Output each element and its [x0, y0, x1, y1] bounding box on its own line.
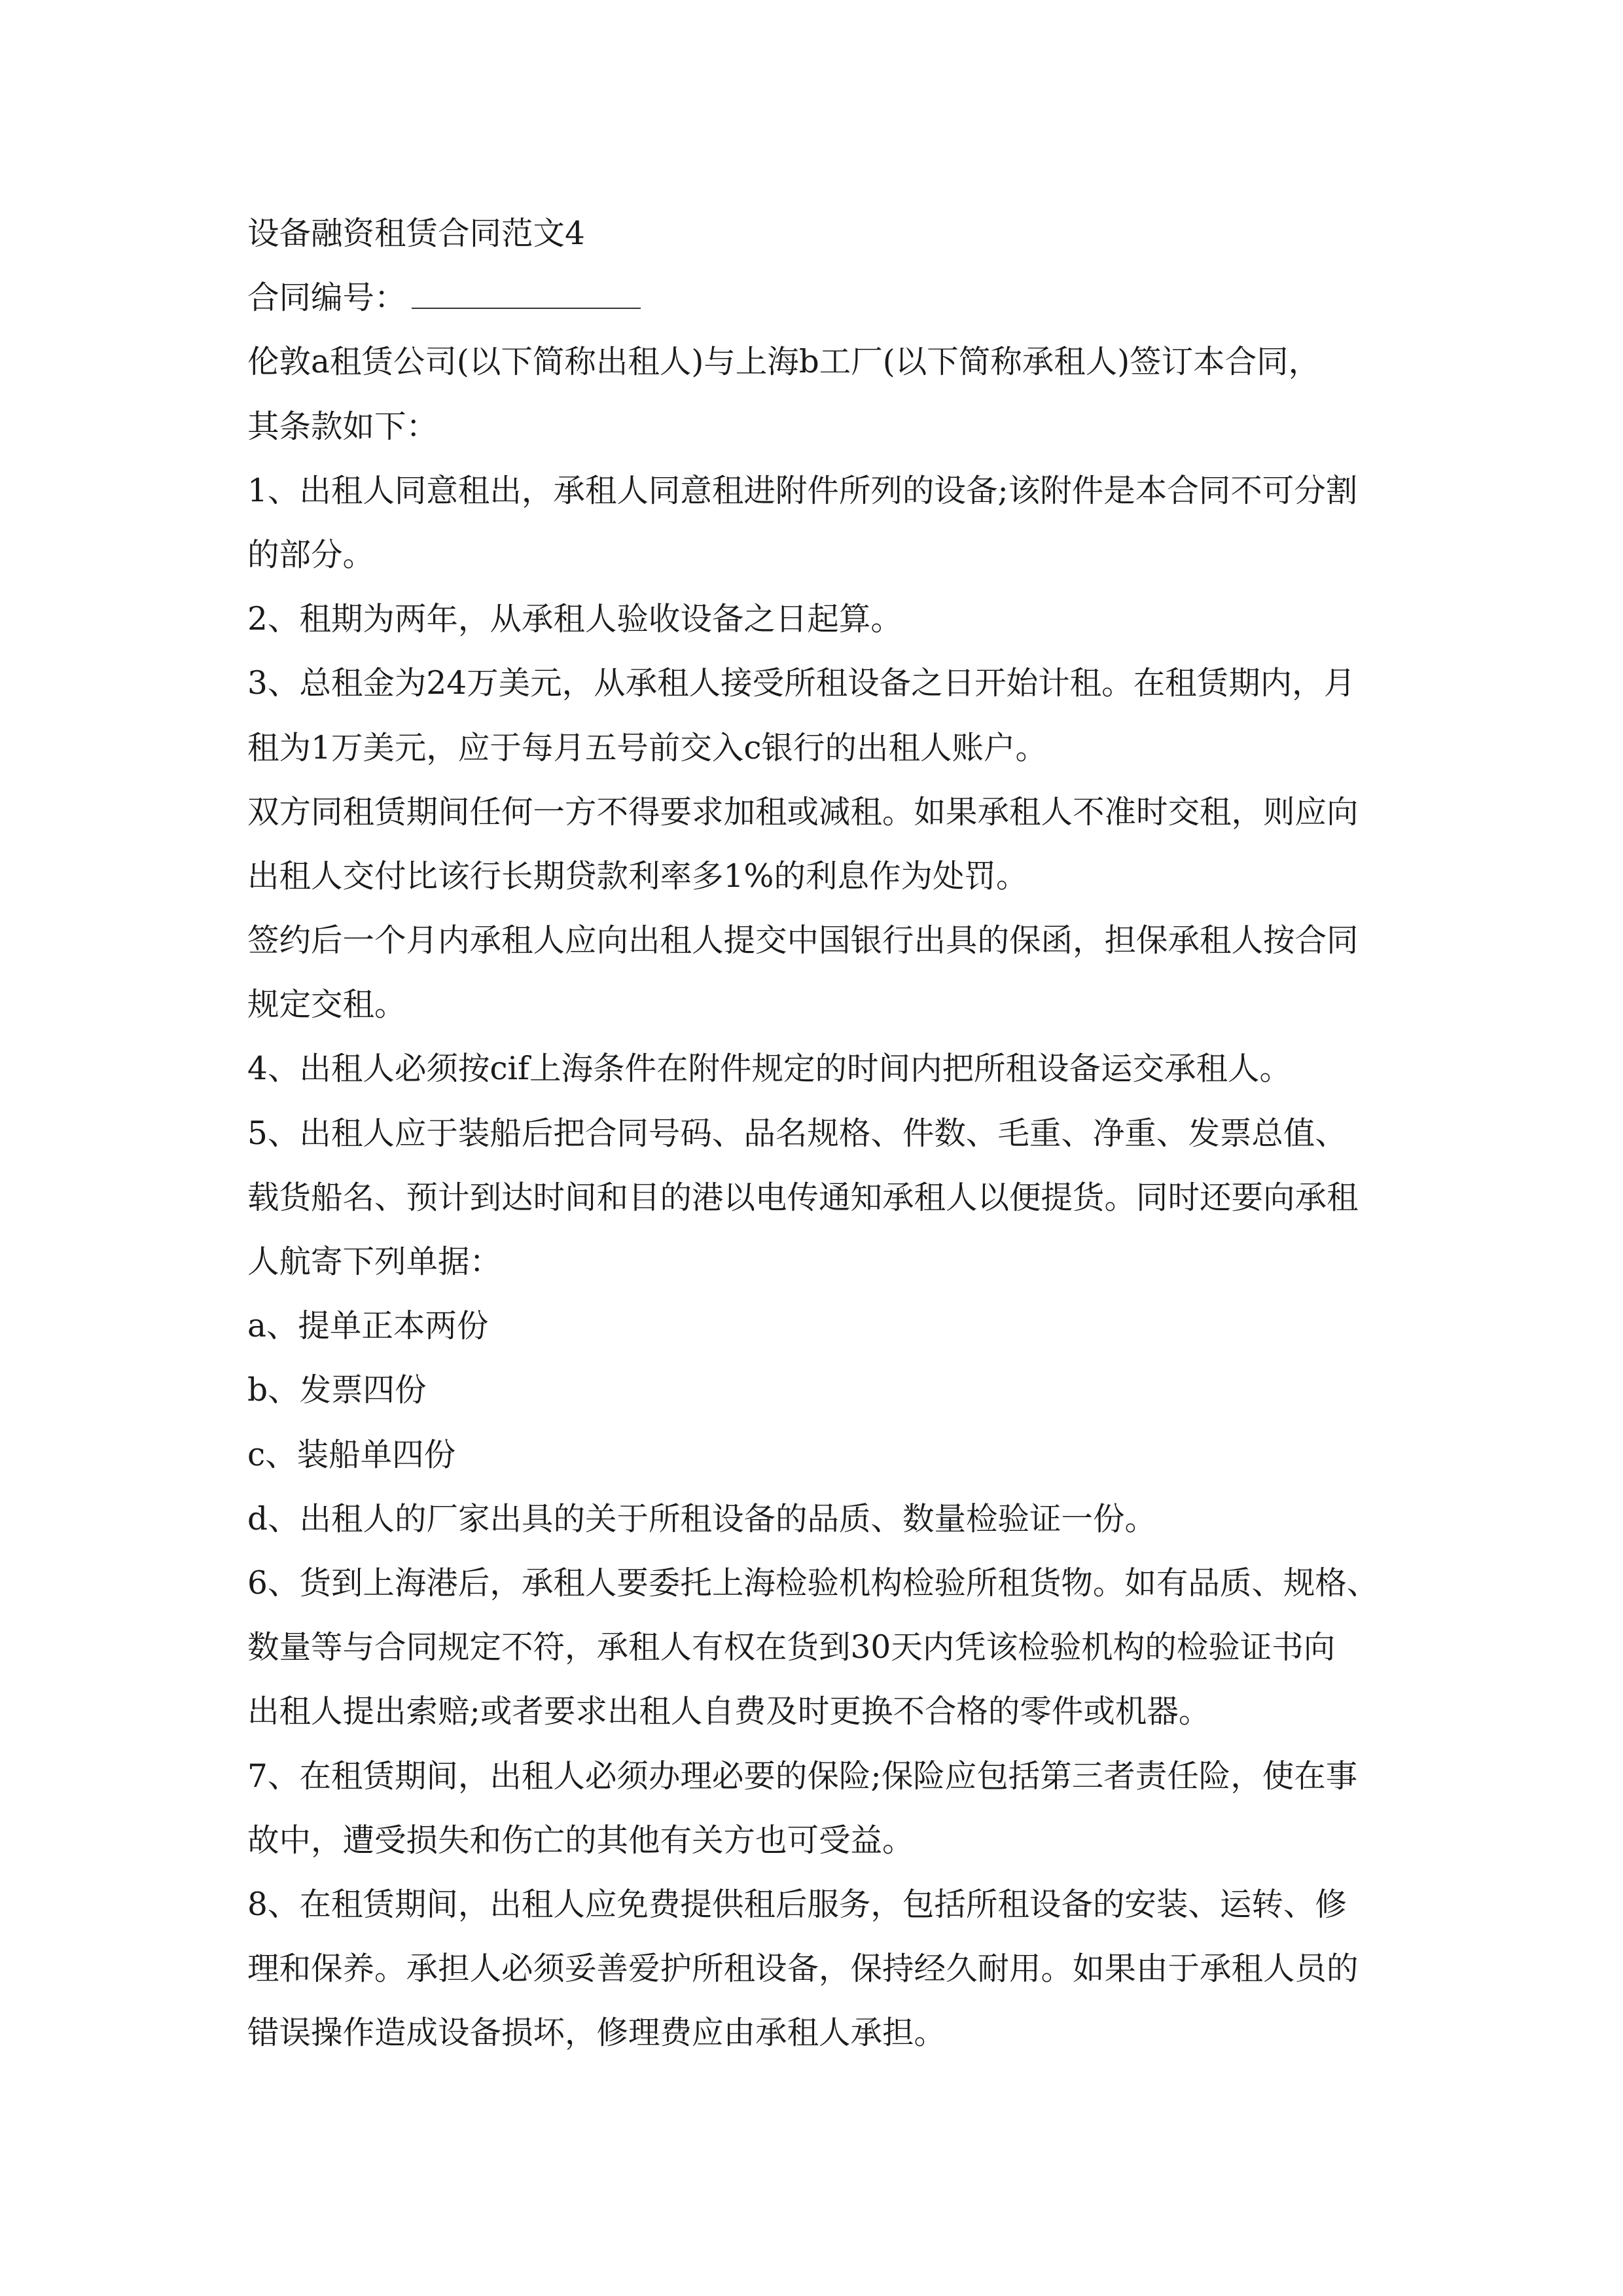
body-line: 规定交租。 [247, 986, 406, 1024]
body-line: 其条款如下： [247, 408, 438, 445]
clause-4: 4、出租人必须按cif上海条件在附件规定的时间内把所租设备运交承租人。 [247, 1050, 1291, 1088]
body-line: 伦敦a租赁公司(以下简称出租人)与上海b工厂(以下简称承租人)签订本合同， [247, 344, 1321, 381]
body-line: 理和保养。承担人必须妥善爱护所租设备，保持经久耐用。如果由于承租人员的 [247, 1950, 1359, 1988]
contract-number-line [247, 266, 1399, 330]
body-line: 出租人提出索赔;或者要求出租人自费及时更换不合格的零件或机器。 [247, 1693, 1211, 1731]
clause-6: 6、货到上海港后，承租人要委托上海检验机构检验所租货物。如有品质、规格、 [247, 1564, 1379, 1602]
contract-number-label: 合同编号： [247, 279, 406, 317]
body-line: 错误操作造成设备损坏，修理费应由承租人承担。 [247, 2015, 946, 2052]
body-line: 租为1万美元，应于每月五号前交入c银行的出租人账户。 [247, 729, 1048, 766]
clause-5: 5、出租人应于装船后把合同号码、品名规格、件数、毛重、净重、发票总值、 [247, 1115, 1347, 1152]
document-title: 设备融资租赁合同范文4 [247, 215, 585, 252]
list-item-a: a、提单正本两份 [247, 1308, 489, 1345]
document-page [247, 202, 1399, 2065]
clause-2: 2、租期为两年，从承租人验收设备之日起算。 [247, 601, 902, 638]
body-line: 数量等与合同规定不符，承租人有权在货到30天内凭该检验机构的检验证书向 [247, 1629, 1336, 1666]
body-line: 出租人交付比该行长期贷款利率多1%的利息作为处罚。 [247, 857, 1028, 895]
body-line: 载货船名、预计到达时间和目的港以电传通知承租人以便提货。同时还要向承租 [247, 1179, 1359, 1216]
body-line: 故中，遭受损失和伤亡的其他有关方也可受益。 [247, 1821, 914, 1859]
clause-3: 3、总租金为24万美元，从承租人接受所租设备之日开始计租。在租赁期内，月 [247, 665, 1356, 702]
list-item-c: c、装船单四份 [247, 1436, 456, 1473]
clause-1: 1、出租人同意租出，承租人同意租进附件所列的设备;该附件是本合同不可分割 [247, 472, 1358, 509]
list-item-d: d、出租人的厂家出具的关于所租设备的品质、数量检验证一份。 [247, 1500, 1157, 1537]
body-line: 人航寄下列单据： [247, 1244, 502, 1280]
clause-8: 8、在租赁期间，出租人应免费提供租后服务，包括所租设备的安装、运转、修 [247, 1886, 1347, 1923]
body-line: 双方同租赁期间任何一方不得要求加租或减租。如果承租人不准时交租，则应向 [247, 793, 1359, 831]
body-line: 的部分。 [247, 536, 375, 573]
contract-number-blank [412, 305, 641, 309]
list-item-b: b、发票四份 [247, 1372, 427, 1409]
clause-7: 7、在租赁期间，出租人必须办理必要的保险;保险应包括第三者责任险，使在事 [247, 1757, 1358, 1795]
body-line: 签约后一个月内承租人应向出租人提交中国银行出具的保函，担保承租人按合同 [247, 922, 1359, 960]
